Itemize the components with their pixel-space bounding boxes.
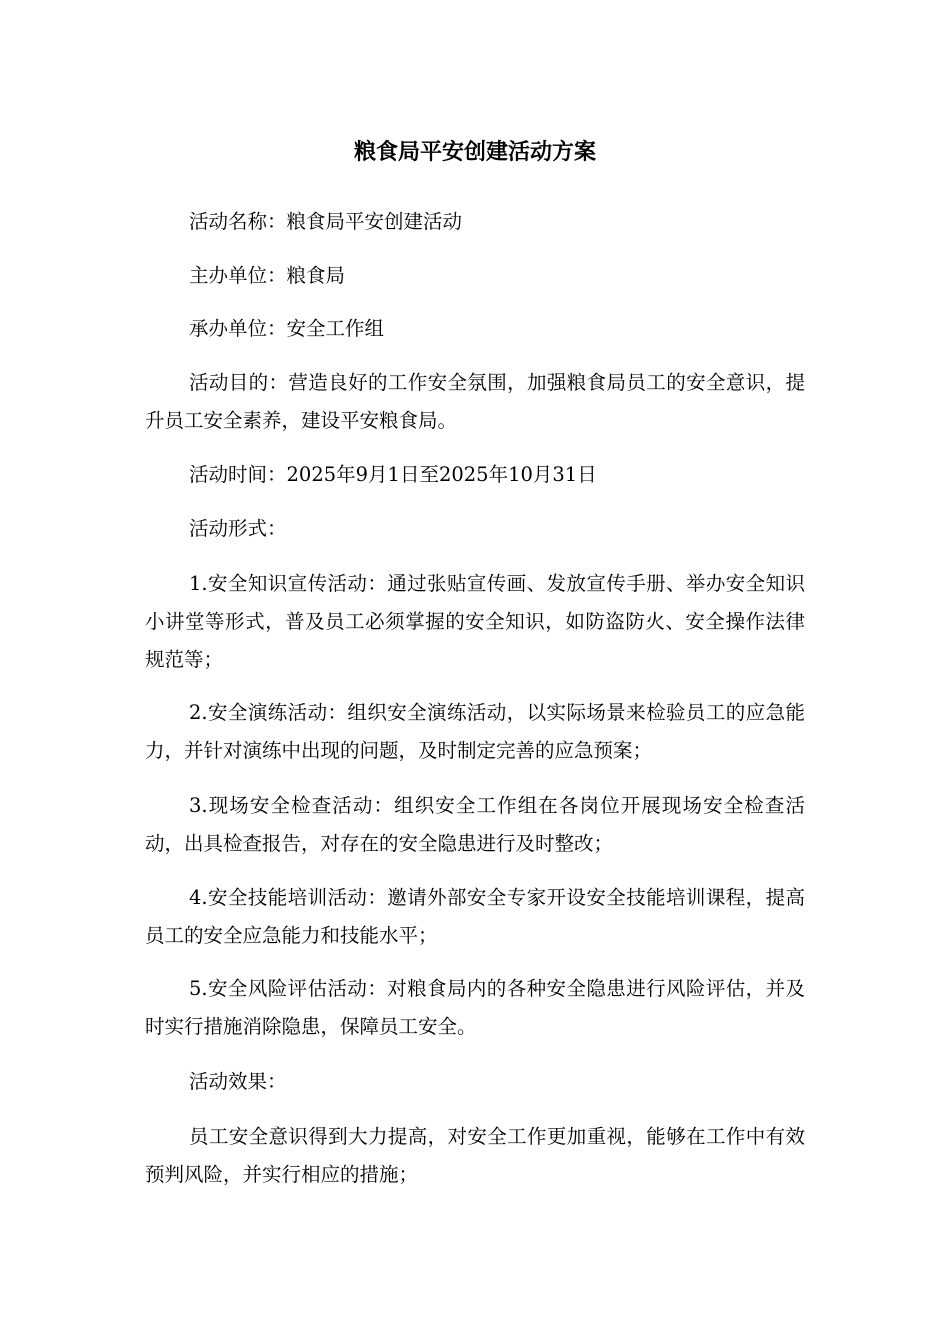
paragraph-format-heading: 活动形式： <box>189 517 287 540</box>
paragraph-item-3: 3.现场安全检查活动：组织安全工作组在各岗位开展现场安全检查活动，出具检查报告，对存在的安全隐患进行及时整改； <box>145 794 805 855</box>
paragraph-purpose: 活动目的：营造良好的工作安全氛围，加强粮食局员工的安全意识，提升员工安全素养，建设平安粮食局。 <box>145 371 805 432</box>
paragraph-time: 活动时间：2025年9月1日至2025年10月31日 <box>189 463 597 486</box>
paragraph-item-5: 5.安全风险评估活动：对粮食局内的各种安全隐患进行风险评估，并及时实行措施消除隐患，保障员工安全。 <box>145 977 805 1038</box>
paragraph-organizer: 承办单位：安全工作组 <box>189 317 385 340</box>
paragraph-item-2: 2.安全演练活动：组织安全演练活动，以实际场景来检验员工的应急能力，并针对演练中出现的问题，及时制定完善的应急预案； <box>145 701 805 762</box>
paragraph-item-4: 4.安全技能培训活动：邀请外部安全专家开设安全技能培训课程，提高员工的安全应急能力和技能水平； <box>145 886 805 947</box>
paragraph-effect-1: 员工安全意识得到大力提高，对安全工作更加重视，能够在工作中有效预判风险，并实行相应的措施； <box>145 1125 805 1186</box>
paragraph-effect-heading: 活动效果： <box>189 1070 287 1093</box>
paragraph-item-1: 1.安全知识宣传活动：通过张贴宣传画、发放宣传手册、举办安全知识小讲堂等形式，普及员工必须掌握的安全知识，如防盗防火、安全操作法律规范等； <box>145 572 805 671</box>
document-title: 粮食局平安创建活动方案 <box>353 140 596 165</box>
paragraph-host: 主办单位：粮食局 <box>189 264 346 287</box>
paragraph-activity-name: 活动名称：粮食局平安创建活动 <box>189 210 463 233</box>
